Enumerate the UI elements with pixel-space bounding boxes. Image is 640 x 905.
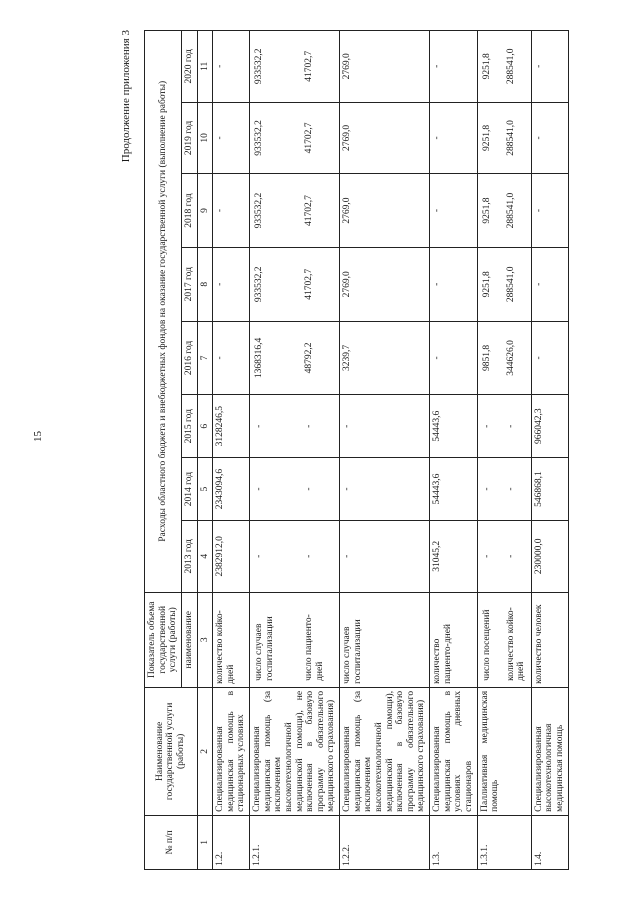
column-number: 8 bbox=[197, 247, 213, 321]
value-cell: - bbox=[340, 395, 430, 458]
value-cell: - bbox=[340, 521, 430, 593]
value-cell: 2769,0 bbox=[340, 31, 430, 103]
column-number: 1 bbox=[197, 815, 213, 869]
value-stack bbox=[250, 102, 340, 174]
header-service-name: Наименование государственной услуги (работы) bbox=[145, 687, 198, 815]
value-cell: 9251,8 bbox=[481, 271, 492, 298]
value-stack bbox=[477, 458, 531, 521]
value-cell: - bbox=[531, 102, 568, 174]
value-cell: 933532,2 bbox=[254, 120, 264, 156]
value-cell: - bbox=[254, 424, 264, 428]
value-stack bbox=[250, 247, 340, 321]
indicator-name: число пациенто-дней bbox=[304, 614, 325, 681]
table-row bbox=[430, 31, 478, 870]
value-cell: - bbox=[531, 247, 568, 321]
service-name: Специализированная медицинская помощь в условиях дневных стационаров bbox=[430, 687, 478, 815]
value-stack bbox=[250, 31, 340, 103]
indicator-name: число посещений bbox=[481, 609, 492, 681]
expenses-table bbox=[144, 30, 569, 870]
value-cell: 54443,6 bbox=[430, 458, 478, 521]
value-cell: - bbox=[254, 487, 264, 491]
service-name: Специализированная медицинская помощь (за исключением высокотехнологичной медицинской помощи), не включенная в базовую программу обязательного медицинского страхования) bbox=[250, 687, 340, 815]
value-cell: - bbox=[213, 321, 250, 395]
indicator-name: число случаев госпитализации bbox=[340, 592, 430, 687]
header-year: 2013 год bbox=[181, 521, 197, 593]
indicator-cell bbox=[477, 592, 531, 687]
value-stack bbox=[477, 247, 531, 321]
value-cell: 3239,7 bbox=[340, 321, 430, 395]
value-cell: - bbox=[430, 247, 478, 321]
value-cell: 288541,0 bbox=[505, 120, 516, 156]
value-stack bbox=[250, 321, 340, 395]
value-cell: - bbox=[481, 487, 492, 491]
value-cell: 54443,6 bbox=[430, 395, 478, 458]
header-expenses-group: Расходы областного бюджета и внебюджетных фондов на оказание государственной услуги (выполнение работы) bbox=[145, 31, 182, 593]
value-cell: - bbox=[304, 424, 314, 428]
value-cell: - bbox=[304, 554, 314, 558]
value-stack bbox=[477, 321, 531, 395]
column-number: 2 bbox=[197, 687, 213, 815]
service-name: Специализированная медицинская помощь в стационарных условиях bbox=[213, 687, 250, 815]
value-cell: 31045,2 bbox=[430, 521, 478, 593]
indicator-cell bbox=[250, 592, 340, 687]
value-cell: 9251,8 bbox=[481, 124, 492, 151]
value-cell: 2769,0 bbox=[340, 247, 430, 321]
value-cell: - bbox=[213, 247, 250, 321]
value-cell: 3128246,5 bbox=[213, 395, 250, 458]
value-cell: - bbox=[481, 424, 492, 428]
table-row bbox=[531, 31, 568, 870]
row-number: 1.2. bbox=[213, 815, 250, 869]
indicator-name: количество пациенто-дней bbox=[430, 592, 478, 687]
rotated-page bbox=[120, 30, 640, 870]
header-year: 2018 год bbox=[181, 174, 197, 248]
row-number: 1.3.1. bbox=[477, 815, 531, 869]
row-number: 1.4. bbox=[531, 815, 568, 869]
value-cell: - bbox=[531, 321, 568, 395]
value-stack bbox=[477, 31, 531, 103]
value-cell: 41702,7 bbox=[304, 195, 314, 226]
value-cell: 344626,0 bbox=[505, 340, 516, 376]
value-cell: - bbox=[505, 424, 516, 428]
header-year: 2014 год bbox=[181, 458, 197, 521]
header-no: № п/п bbox=[145, 815, 198, 869]
column-number: 4 bbox=[197, 521, 213, 593]
column-number: 3 bbox=[197, 592, 213, 687]
value-cell: - bbox=[481, 554, 492, 558]
value-cell: 230000,0 bbox=[531, 521, 568, 593]
value-cell: 288541,0 bbox=[505, 266, 516, 303]
header-year: 2016 год bbox=[181, 321, 197, 395]
page-number: 15 bbox=[32, 431, 44, 442]
value-cell: 41702,7 bbox=[304, 122, 314, 154]
value-cell: - bbox=[254, 554, 264, 558]
value-cell: - bbox=[430, 31, 478, 103]
continuation-label: Продолжение приложения 3 bbox=[120, 30, 132, 163]
value-cell: 9251,8 bbox=[481, 197, 492, 224]
value-stack bbox=[250, 521, 340, 593]
table-row bbox=[250, 31, 340, 870]
value-cell: 41702,7 bbox=[304, 50, 314, 82]
column-number: 6 bbox=[197, 395, 213, 458]
column-number: 10 bbox=[197, 102, 213, 174]
value-stack bbox=[477, 521, 531, 593]
indicator-name: количество койко-дней bbox=[213, 592, 250, 687]
value-cell: - bbox=[430, 174, 478, 248]
row-number: 1.3. bbox=[430, 815, 478, 869]
indicator-name: количество койко-дней bbox=[505, 607, 527, 681]
value-stack bbox=[250, 395, 340, 458]
header-year: 2019 год bbox=[181, 102, 197, 174]
value-cell: - bbox=[505, 487, 516, 491]
value-stack bbox=[250, 174, 340, 248]
value-cell: 41702,7 bbox=[304, 268, 314, 300]
service-name: Специализированная высокотехнологичная медицинская помощь bbox=[531, 687, 568, 815]
value-cell: - bbox=[213, 31, 250, 103]
value-cell: - bbox=[430, 102, 478, 174]
service-name: Паллиативная медицинская помощь bbox=[477, 687, 531, 815]
column-number: 5 bbox=[197, 458, 213, 521]
value-cell: - bbox=[430, 321, 478, 395]
value-cell: 2382912,0 bbox=[213, 521, 250, 593]
value-cell: - bbox=[505, 554, 516, 558]
value-cell: - bbox=[213, 102, 250, 174]
value-cell: 1368316,4 bbox=[254, 337, 264, 379]
table-row bbox=[477, 31, 531, 870]
value-cell: 9251,8 bbox=[481, 53, 492, 80]
header-year: 2015 год bbox=[181, 395, 197, 458]
value-cell: - bbox=[531, 31, 568, 103]
value-stack bbox=[477, 395, 531, 458]
value-cell: 2343094,6 bbox=[213, 458, 250, 521]
row-number: 1.2.1. bbox=[250, 815, 340, 869]
value-cell: 933532,2 bbox=[254, 48, 264, 85]
indicator-name: число случаев госпитализации bbox=[254, 616, 275, 681]
service-name: Специализированная медицинская помощь (за исключением высокотехнологичной медицинской помощи), включенная в базовую программу обязательного медицинского страхования) bbox=[340, 687, 430, 815]
table-row bbox=[340, 31, 430, 870]
value-cell: 48792,2 bbox=[304, 342, 314, 374]
row-number: 1.2.2. bbox=[340, 815, 430, 869]
value-cell: 288541,0 bbox=[505, 192, 516, 229]
value-cell: - bbox=[213, 174, 250, 248]
value-cell: 966042,3 bbox=[531, 395, 568, 458]
value-stack bbox=[477, 174, 531, 248]
column-number: 9 bbox=[197, 174, 213, 248]
value-cell: 2769,0 bbox=[340, 102, 430, 174]
value-cell: - bbox=[340, 458, 430, 521]
value-cell: 9851,8 bbox=[481, 344, 492, 372]
value-cell: - bbox=[531, 174, 568, 248]
header-indicator-name: наименование bbox=[181, 592, 197, 687]
value-cell: 2769,0 bbox=[340, 174, 430, 248]
value-cell: 933532,2 bbox=[254, 192, 264, 229]
header-year: 2020 год bbox=[181, 31, 197, 103]
value-cell: 546868,1 bbox=[531, 458, 568, 521]
value-cell: 288541,0 bbox=[505, 48, 516, 85]
header-indicator-group: Показатель объема государственной услуги (работы) bbox=[145, 592, 182, 687]
value-stack bbox=[250, 458, 340, 521]
column-number: 7 bbox=[197, 321, 213, 395]
value-cell: - bbox=[304, 487, 314, 491]
value-stack bbox=[477, 102, 531, 174]
header-year: 2017 год bbox=[181, 247, 197, 321]
indicator-name: количество человек bbox=[531, 592, 568, 687]
table-row bbox=[213, 31, 250, 870]
column-number: 11 bbox=[197, 31, 213, 103]
value-cell: 933532,2 bbox=[254, 266, 264, 303]
